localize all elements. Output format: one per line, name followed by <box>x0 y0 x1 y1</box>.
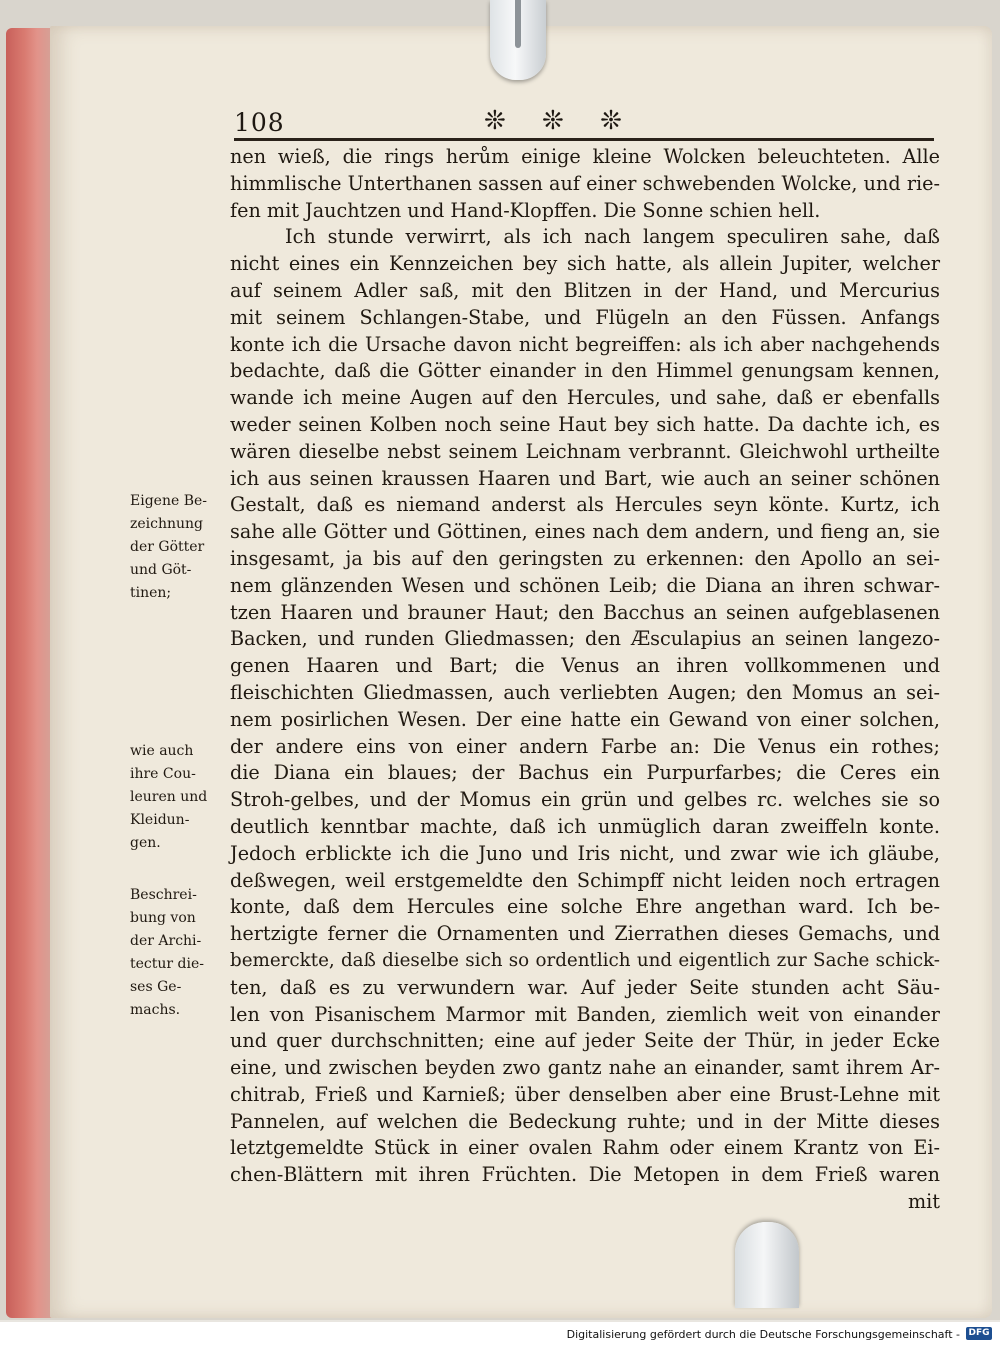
text-line: bemerckte, daß dieselbe sich so ordentlich und eigentlich zur Sache schick- <box>230 949 940 971</box>
text-line: die Diana ein blaues; der Bachus ein Purpurfarbes; die Ceres ein <box>230 761 940 785</box>
text-line: Ich stunde verwirrt, als ich nach langem speculiren sahe, daß <box>285 225 940 249</box>
text-line: wären dieselbe nebst seinem Leichnam verbrannt. Gleichwohl urtheilte <box>230 439 940 463</box>
margin-note-line: ses Ge- <box>130 979 182 995</box>
text-line: weder seinen Kolben noch seine Haut bey sich hatte. Da dachte ich, es <box>230 412 940 436</box>
text-line: himmlische Unterthanen sassen auf einer schwebenden Wolcke, und rie- <box>230 171 940 195</box>
text-line: ich aus seinen kraussen Haaren und Bart, wie auch an seiner schönen <box>230 466 940 490</box>
margin-note-line: und Göt- <box>130 562 192 578</box>
margin-note-line: Beschrei- <box>130 887 197 903</box>
text-line: nem posirlichen Wesen. Der eine hatte ein Gewand von einer solchen, <box>230 707 940 731</box>
margin-note-line: der Götter <box>130 539 205 555</box>
text-line: deßwegen, weil erstgemeldte den Schimpff nicht leiden noch ertragen <box>230 868 940 892</box>
page-clip-slot <box>515 0 521 48</box>
text-line: letztgemeldte Stück in einer ovalen Rahm oder einem Krantz von Ei- <box>230 1136 940 1160</box>
text-line: Backen, und runden Gliedmassen; den Æsculapius an seinen langezo- <box>230 627 940 651</box>
catchword: mit <box>907 1190 940 1214</box>
margin-note-line: ihre Cou- <box>130 766 196 782</box>
footer-credit: Digitalisierung gefördert durch die Deutsche Forschungsgemeinschaft - <box>566 1328 960 1341</box>
text-line: tzen Haaren und brauner Haut; den Bacchus an seinen aufgeblasenen <box>230 600 940 624</box>
text-line: hertzigte ferner die Ornamenten und Zierrathen dieses Gemachs, und <box>230 922 940 946</box>
margin-note-line: leuren und <box>130 789 208 805</box>
text-line: chen-Blättern mit ihren Früchten. Die Metopen in dem Frieß waren <box>230 1163 940 1187</box>
margin-note-line: Eigene Be- <box>130 493 207 509</box>
text-line: bedachte, daß die Götter einander in den Himmel genungsam kennen, <box>230 359 940 383</box>
footer-bar <box>0 1322 1000 1347</box>
text-line: Jedoch erblickte ich die Juno und Iris nicht, und zwar wie ich gläube, <box>230 841 940 865</box>
margin-note-line: machs. <box>130 1002 181 1018</box>
main-text-block <box>230 144 940 1216</box>
margin-note-line: der Archi- <box>130 933 202 949</box>
text-line: ten, daß es zu verwundern war. Auf jeder Seite stunden acht Säu- <box>230 975 940 999</box>
margin-note-line: Kleidun- <box>130 812 190 828</box>
text-line: Pannelen, auf welchen die Bedeckung ruhte; und in der Mitte dieses <box>230 1109 940 1133</box>
text-line: nen wieß, die rings herům einige kleine Wolcken beleuchteten. Alle <box>230 145 940 168</box>
text-line: eine, und zwischen beyden zwo gantz nahe an einander, samt ihrem Ar- <box>230 1056 940 1080</box>
text-line: fen mit Jauchtzen und Hand-Klopffen. Die Sonne schien hell. <box>230 198 821 222</box>
text-line: Gestalt, daß es niemand anderst als Hercules seyn könte. Kurtz, ich <box>230 493 940 517</box>
text-line: insgesamt, ja bis auf den geringsten zu erkennen: den Apollo an sei- <box>230 546 940 570</box>
margin-note-line: wie auch <box>130 743 194 759</box>
header-rule <box>234 138 934 141</box>
text-line: deutlich kenntbar machte, daß ich unmüglich daran zweiffeln konte. <box>230 814 940 838</box>
margin-note-line: bung von <box>130 910 196 926</box>
text-line: nem glänzenden Wesen und schönen Leib; die Diana an ihren schwar- <box>230 573 940 597</box>
text-line: nicht eines ein Kennzeichen bey sich hatte, als allein Jupiter, welcher <box>230 252 940 276</box>
text-line: genen Haaren und Bart; die Venus an ihren vollkommenen und <box>230 654 940 678</box>
page-clip-bottom <box>735 1222 799 1308</box>
text-line: auf seinem Adler saß, mit den Blitzen in der Hand, und Mercurius <box>230 278 940 302</box>
text-line: fleischichten Gliedmassen, auch verliebten Augen; den Momus an sei- <box>230 680 940 704</box>
margin-note-line: zeichnung <box>130 516 204 532</box>
margin-note-2 <box>130 740 230 855</box>
ornament-icon: ❊ ❊ ❊ <box>484 106 636 136</box>
text-line: chitrab, Frieß und Karnieß; über denselben aber eine Brust-Lehne mit <box>230 1082 940 1106</box>
running-header <box>234 106 934 140</box>
text-line: wande ich meine Augen auf den Hercules, und sahe, daß er ebenfalls <box>230 386 940 410</box>
text-line: mit seinem Schlangen-Stabe, und Flügeln an den Füssen. Anfangs <box>230 305 940 329</box>
text-line: der andere eins von einer andern Farbe an: Die Venus ein rothes; <box>230 734 940 758</box>
margin-note-3 <box>130 884 230 1022</box>
text-line: sahe alle Götter und Göttinen, eines nach dem andern, und fieng an, sie <box>230 520 940 544</box>
dfg-logo-icon: DFG <box>966 1327 992 1340</box>
margin-note-line: tinen; <box>130 585 172 601</box>
margin-note-line: gen. <box>130 835 161 851</box>
text-line: Stroh-gelbes, und der Momus ein grün und gelbes rc. welches sie so <box>230 788 940 812</box>
margin-note-1 <box>130 490 230 605</box>
text-line: len von Pisanischem Marmor mit Banden, ziemlich weit von einander <box>230 1002 940 1026</box>
page-number: 108 <box>234 108 285 137</box>
text-line: und quer durchschnitten; eine auf jeder Seite der Thür, in jeder Ecke <box>230 1029 940 1053</box>
text-line: konte, daß dem Hercules eine solche Ehre angethan ward. Ich be- <box>230 895 940 919</box>
text-line: konte ich die Ursache davon nicht begreiffen: als ich aber nachgehends <box>230 332 940 356</box>
margin-note-line: tectur die- <box>130 956 204 972</box>
